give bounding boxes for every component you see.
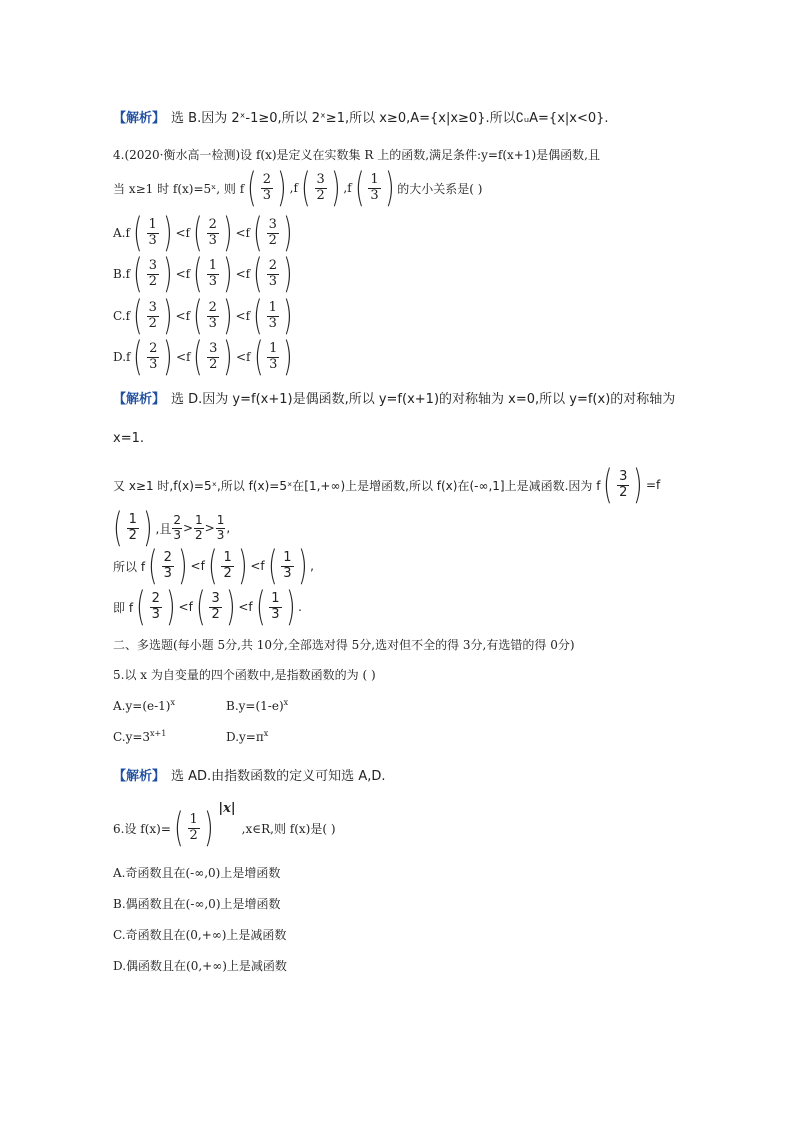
num: 1 [370,171,379,187]
solution-3-text: 选 B.因为 2ˣ-1≥0,所以 2ˣ≥1,所以 x≥0,A={x|x≥0}.所以∁ᵤA={x|x<0}. [171,111,609,126]
den: 3 [208,273,217,289]
lt: < [250,559,261,573]
question-6-stem-a: 6.设 f(x)= [113,821,171,836]
f: f [185,267,191,281]
den: 2 [211,606,220,622]
frac-2-3: ( $\frac{2}{3}$ ) [247,165,287,211]
f: f [125,309,131,323]
frac: ( $\frac{1}{3}$ ) [255,584,296,630]
den: 3 [151,606,160,622]
frac: ( $\frac{2}{3}$ ) [133,334,173,380]
num: 3 [148,257,157,273]
f: f [186,350,191,364]
solution-5-text: 选 AD.由指数函数的定义可知选 A,D. [171,769,386,784]
num: 1 [223,549,232,565]
comma: , [289,181,294,195]
option-d-text: D.y=π [226,730,264,744]
frac: ( $\frac{3}{2}$ ) [133,293,173,339]
question-6-stem [113,800,336,851]
f: f [200,559,205,573]
f: f [245,267,251,281]
question-6-option-b [113,895,281,912]
frac: ( $\frac{3}{2}$ ) [133,251,173,297]
den: 3 [269,356,278,372]
section-2-title-text: 二、多选题(每小题 5分,共 10分,全部选对得 5分,选对但不全的得 3分,有选错的得 0分) [113,638,575,652]
f: f [126,350,131,364]
question-4-line2-a: 当 x≥1 时 f(x)=5ˣ, 则 f [113,181,245,196]
num: 2 [268,257,278,273]
frac: ( $\frac{2}{3}$ ) [136,584,176,630]
option-a-sup: x [170,698,175,707]
and: ,且 [155,521,172,536]
num: 1 [269,340,278,356]
option-letter: A. [113,226,126,240]
lt: < [178,600,189,614]
f: f [188,600,193,614]
option-letter: D. [113,350,127,364]
frac: ( $\frac{1}{2}$ ) [207,543,248,589]
frac-1-2: ( $\frac{1}{2}$ ) [174,805,214,851]
therefore: 所以 f [113,559,146,574]
solution-label: 【解析】 [113,111,166,126]
lt: < [175,350,187,364]
question-4-line1: 4.(2020·衡水高一检测)设 f(x)是定义在实数集 R 上的函数,满足条件:y=f(x+1)是偶函数,且 [113,148,600,162]
question-6-stem-b: ,x∈R,则 f(x)是( ) [241,821,336,836]
num: 2 [208,216,217,232]
den: 3 [173,527,181,542]
option-d [226,729,268,744]
num: 3 [619,468,628,484]
den: 3 [268,315,277,331]
frac-3-2: ( $\frac{3}{2}$ ) [603,462,643,508]
comma: , [226,521,231,535]
option-c [113,729,226,744]
den: 3 [268,273,278,289]
option-a-text: A.奇函数且在(-∞,0)上是增函数 [113,866,281,880]
question-4-line2-b: 的大小关系是( ) [397,181,483,196]
option-c-sup: x+1 [150,729,167,738]
gt: > [182,521,194,535]
lt: < [175,226,186,240]
option-b [226,698,288,713]
den: 3 [163,565,172,581]
question-5-options-cd [113,729,268,744]
num: 1 [216,513,225,528]
question-5-options-ab [113,698,288,713]
option-c-text: C.奇函数且在(0,+∞)上是减函数 [113,928,287,942]
comma: , [343,181,348,195]
frac: ( $\frac{1}{3}$ ) [133,210,173,256]
abs-x-exponent: |x| [218,800,236,816]
den: 3 [216,527,225,542]
den: 2 [209,356,218,372]
frac-1-2: ( $\frac{1}{2}$ ) [113,505,153,551]
den: 3 [149,356,158,372]
frac: ( $\frac{3}{2}$ ) [193,334,233,380]
sfrac-1-2 [194,514,204,541]
f: f [246,350,251,364]
gt: > [204,521,215,535]
den: 3 [148,232,157,248]
num: 1 [128,511,137,527]
solution-4-line1 [113,388,675,407]
f: f [293,181,298,195]
frac: ( $\frac{1}{3}$ ) [267,543,308,589]
solution-4-line4 [110,505,231,551]
frac-3-2: ( $\frac{3}{2}$ ) [301,165,341,211]
num: 1 [271,590,280,606]
den: 3 [262,187,272,203]
period: . [298,600,302,614]
option-letter: C. [113,309,126,323]
num: 3 [316,171,325,187]
den: 2 [268,232,277,248]
num: 1 [208,257,217,273]
option-c-text: C.y=3 [113,730,151,744]
question-5-stem-text: 5.以 x 为自变量的四个函数中,是指数函数的为 ( ) [113,668,376,682]
question-6-option-a [113,864,280,881]
question-4-stem [113,146,600,163]
question-6-option-d [113,957,287,974]
question-6-option-c [113,926,286,943]
den: 2 [128,527,137,543]
num: 3 [209,340,218,356]
num: 1 [189,811,198,827]
option-d-text: D.偶函数且在(0,+∞)上是减函数 [113,959,287,973]
num: 3 [148,299,157,315]
solution-label: 【解析】 [113,392,166,407]
that-is: 即 f [113,600,134,615]
option-letter: B. [113,267,126,281]
solution-4-text-1: 选 D.因为 y=f(x+1)是偶函数,所以 y=f(x+1)的对称轴为 x=0,所以 y=f(x)的对称轴为 [171,392,676,407]
num: 1 [283,549,292,565]
solution-4-text-3b: =f [645,478,661,492]
option-a [113,210,295,256]
lt: < [190,559,201,573]
option-d [113,334,296,380]
sfrac-2-3 [172,514,182,541]
num: 2 [208,299,217,315]
num: 2 [151,590,160,606]
frac: ( $\frac{2}{3}$ ) [193,210,233,256]
num: 3 [268,216,277,232]
comma: , [310,559,314,573]
num: 2 [173,513,181,528]
den: 3 [283,565,292,581]
den: 3 [208,232,217,248]
num: 2 [262,171,272,187]
section-2-title [113,636,575,653]
num: 3 [211,590,220,606]
lt: < [175,267,186,281]
frac: ( $\frac{1}{3}$ ) [253,334,293,380]
frac: ( $\frac{3}{2}$ ) [253,210,293,256]
frac: ( $\frac{2}{3}$ ) [148,543,188,589]
frac: ( $\frac{2}{3}$ ) [253,251,293,297]
f: f [185,309,191,323]
option-a [113,698,226,713]
lt: < [235,267,246,281]
lt: < [235,226,246,240]
den: 2 [619,484,628,500]
option-d-sup: x [263,729,269,738]
solution-4-line5 [113,543,314,589]
frac: ( $\frac{1}{3}$ ) [193,251,233,297]
f: f [248,600,253,614]
solution-label: 【解析】 [113,769,166,784]
f: f [245,309,251,323]
option-c [113,293,296,339]
den: 3 [370,187,379,203]
frac-1-3: ( $\frac{1}{3}$ ) [354,165,395,211]
solution-4-line3 [113,462,661,508]
den: 2 [195,527,203,542]
den: 2 [148,273,157,289]
question-4-stem-2 [113,165,483,211]
num: 2 [163,549,172,565]
num: 2 [149,340,158,356]
lt: < [235,309,246,323]
solution-4-text-2: x=1. [113,431,144,446]
option-a-text: A.y=(e-1) [113,699,171,713]
question-5-stem [113,666,376,683]
den: 2 [316,187,325,203]
option-b-text: B.偶函数且在(-∞,0)上是增函数 [113,897,281,911]
den: 2 [189,827,198,843]
f: f [347,181,352,195]
lt: < [175,309,186,323]
lt: < [238,600,249,614]
solution-4-line2 [113,431,144,446]
frac: ( $\frac{2}{3}$ ) [193,293,233,339]
f: f [260,559,265,573]
sfrac-1-3 [216,514,226,541]
frac: ( $\frac{1}{3}$ ) [253,293,293,339]
den: 3 [271,606,280,622]
f: f [245,226,250,240]
frac: ( $\frac{3}{2}$ ) [195,584,236,630]
solution-5 [113,765,385,784]
den: 3 [208,315,217,331]
num: 1 [195,513,203,528]
solution-4-text-3a: 又 x≥1 时,f(x)=5ˣ,所以 f(x)=5ˣ在[1,+∞)上是增函数,所以 f(x)在(-∞,1]上是减函数.因为 f [113,478,601,493]
solution-3 [113,107,609,126]
solution-4-line6 [113,584,302,630]
option-b-sup: x [283,698,289,707]
option-b-text: B.y=(1-e) [226,699,284,713]
lt: < [235,350,247,364]
f: f [185,226,190,240]
den: 2 [223,565,232,581]
f: f [125,267,131,281]
den: 2 [148,315,157,331]
num: 1 [268,299,277,315]
option-b [113,251,296,297]
f: f [125,226,130,240]
num: 1 [148,216,157,232]
